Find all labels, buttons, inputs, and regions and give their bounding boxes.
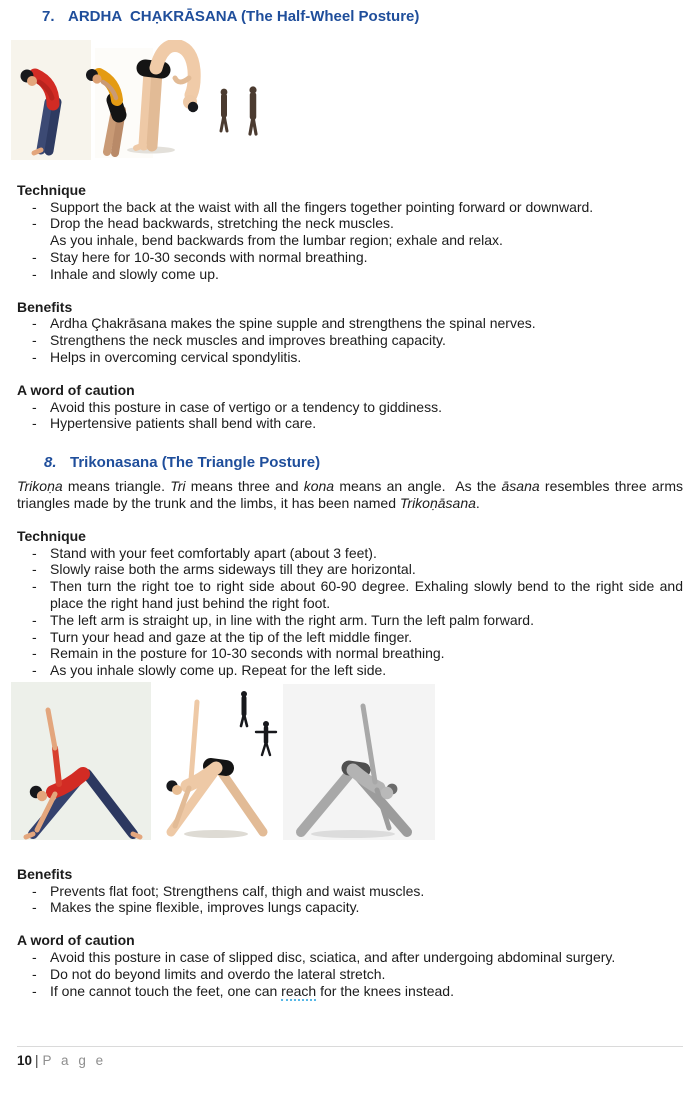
- bullet-dash: -: [32, 628, 37, 645]
- footer-page-word: P a g e: [42, 1053, 107, 1068]
- bullet-item: [17, 415, 683, 432]
- bullet-item: [17, 249, 683, 266]
- text-segment: resembles three arms triangles made by the trunk and the limbs, it has been named: [17, 478, 687, 511]
- bullet-dash: -: [32, 348, 37, 365]
- bullet-dash: -: [32, 645, 37, 662]
- bullet-text: Hypertensive patients shall bend with care.: [50, 415, 317, 432]
- bullet-text: Drop the head backwards, stretching the neck muscles.: [50, 215, 394, 232]
- bullet-dash: -: [32, 578, 37, 595]
- step-silhouettes: [221, 86, 257, 134]
- bullet-item: [17, 899, 683, 916]
- bullet-dash: -: [32, 398, 37, 415]
- trikonasana-photos: [11, 682, 683, 850]
- bullet-text: Then turn the right toe to right side about 60-90 degree. Exhaling slowly bend to the right side and place the right hand just behind the right foot.: [50, 578, 683, 611]
- bullet-dash: -: [32, 882, 37, 899]
- bullet-text: Slowly raise both the arms sideways till they are horizontal.: [50, 561, 416, 578]
- technique-heading-8: Technique: [17, 527, 86, 544]
- bullet-text: As you inhale, bend backwards from the lumbar region; exhale and relax.: [50, 232, 503, 249]
- text-segment: means an angle. As the: [334, 478, 502, 495]
- trikonasana-illustration: [11, 682, 451, 846]
- bullet-dash: -: [32, 315, 37, 332]
- bullet-dash: -: [32, 248, 37, 265]
- bullet-dash: -: [32, 561, 37, 578]
- section-7-number: 7.: [42, 8, 55, 25]
- text-segment: Trikoṇa: [17, 478, 63, 495]
- bullet-dash: -: [32, 215, 37, 232]
- caution-list-8: [17, 949, 683, 983]
- bullet-text: Stand with your feet comfortably apart (about 3 feet).: [50, 544, 377, 561]
- bullet-dash: -: [32, 662, 37, 679]
- technique-list-8: [17, 545, 683, 679]
- bullet-item: [17, 612, 683, 629]
- bullet-dash: -: [32, 265, 37, 282]
- bullet-dash: -: [32, 198, 37, 215]
- bullet-text: Support the back at the waist with all the fingers together pointing forward or downward.: [50, 198, 594, 215]
- caution-list-7: [17, 399, 683, 433]
- text-segment: If one cannot touch the feet, one can: [50, 982, 282, 999]
- page-number: 10: [17, 1053, 33, 1068]
- text-segment: Trikoṇāsana: [399, 494, 476, 511]
- text-segment: means triangle.: [62, 478, 171, 495]
- bullet-text: Prevents flat foot; Strengthens calf, thigh and waist muscles.: [50, 882, 425, 899]
- bullet-item: [17, 949, 683, 966]
- triangle-figure-drawing: [166, 691, 276, 838]
- bullet-text: Makes the spine flexible, improves lungs capacity.: [50, 899, 360, 916]
- bullet-text: Ardha Çhakrāsana makes the spine supple and strengthens the spinal nerves.: [50, 315, 536, 332]
- section-7-heading: [42, 8, 683, 26]
- mini-step-silhouettes: [241, 691, 276, 755]
- bullet-dash: -: [32, 332, 37, 349]
- bullet-item: [17, 629, 683, 646]
- section-7-title: ARDHA CHẠKRĀSANA (The Half-Wheel Posture): [68, 8, 420, 25]
- footer-divider: |: [35, 1053, 39, 1068]
- bullet-item: [17, 315, 683, 332]
- bullet-text: Remain in the posture for 10-30 seconds with normal breathing.: [50, 645, 445, 662]
- bullet-item: [17, 545, 683, 562]
- section-8-title: Trikonasana (The Triangle Posture): [70, 454, 321, 472]
- text-segment: Tri: [170, 478, 186, 495]
- bullet-text: The left arm is straight up, in line with the right arm. Turn the left palm forward.: [50, 611, 534, 628]
- bullet-text: Avoid this posture in case of slipped disc, sciatica, and after undergoing abdominal surgery.: [50, 948, 616, 965]
- bullet-item: [17, 232, 683, 249]
- bullet-item: [17, 399, 683, 416]
- text-segment: means three and: [185, 478, 304, 495]
- page-footer: [17, 1046, 683, 1070]
- ardha-chakrasana-illustration: [11, 40, 273, 162]
- bullet-dash: [32, 232, 50, 249]
- benefits-heading-8: Benefits: [17, 865, 73, 882]
- benefits-list-8: [17, 883, 683, 917]
- bullet-item: [17, 215, 683, 232]
- bullet-item: [17, 883, 683, 900]
- bullet-item: [17, 983, 683, 1000]
- bullet-item: [17, 349, 683, 366]
- bullet-dash: -: [32, 415, 37, 432]
- text-segment: āsana: [501, 478, 540, 495]
- proofing-marked-word: reach: [281, 982, 317, 999]
- bullet-text: [50, 983, 683, 1000]
- bullet-item: [17, 332, 683, 349]
- bullet-text: Strengthens the neck muscles and improves breathing capacity.: [50, 332, 446, 349]
- bullet-text: Do not do beyond limits and overdo the lateral stretch.: [50, 965, 386, 982]
- technique-list-7: [17, 199, 683, 283]
- bullet-item: [17, 578, 683, 612]
- benefits-list-7: [17, 315, 683, 365]
- section-8-number: 8.: [44, 454, 57, 472]
- bullet-item: [17, 266, 683, 283]
- bullet-dash: -: [32, 544, 37, 561]
- bullet-text: Stay here for 10-30 seconds with normal breathing.: [50, 248, 368, 265]
- caution-heading-7: A word of caution: [17, 381, 135, 398]
- bullet-text: Helps in overcoming cervical spondylitis.: [50, 348, 302, 365]
- bullet-text: Inhale and slowly come up.: [50, 265, 219, 282]
- trikonasana-intro-paragraph: [17, 478, 687, 512]
- section-8-heading: [44, 454, 683, 472]
- bullet-dash: -: [32, 965, 37, 982]
- bullet-text: As you inhale slowly come up. Repeat for the left side.: [50, 662, 387, 679]
- technique-heading-7: Technique: [17, 181, 86, 198]
- bullet-item: [17, 199, 683, 216]
- bullet-text: Avoid this posture in case of vertigo or a tendency to giddiness.: [50, 398, 442, 415]
- text-segment: .: [475, 494, 480, 511]
- bullet-text: Turn your head and gaze at the tip of the left middle finger.: [50, 628, 413, 645]
- bullet-dash: -: [32, 899, 37, 916]
- bullet-item: [17, 662, 683, 679]
- bullet-dash: -: [32, 982, 37, 999]
- bullet-dash: -: [32, 948, 37, 965]
- bullet-item: [17, 645, 683, 662]
- caution-heading-8: A word of caution: [17, 932, 135, 949]
- bullet-item: [17, 561, 683, 578]
- text-segment: kona: [303, 478, 335, 495]
- benefits-heading-7: Benefits: [17, 298, 73, 315]
- bullet-dash: -: [32, 611, 37, 628]
- text-segment: for the knees instead.: [316, 982, 454, 999]
- bullet-item: [17, 966, 683, 983]
- ardha-chakrasana-photos: [11, 40, 683, 166]
